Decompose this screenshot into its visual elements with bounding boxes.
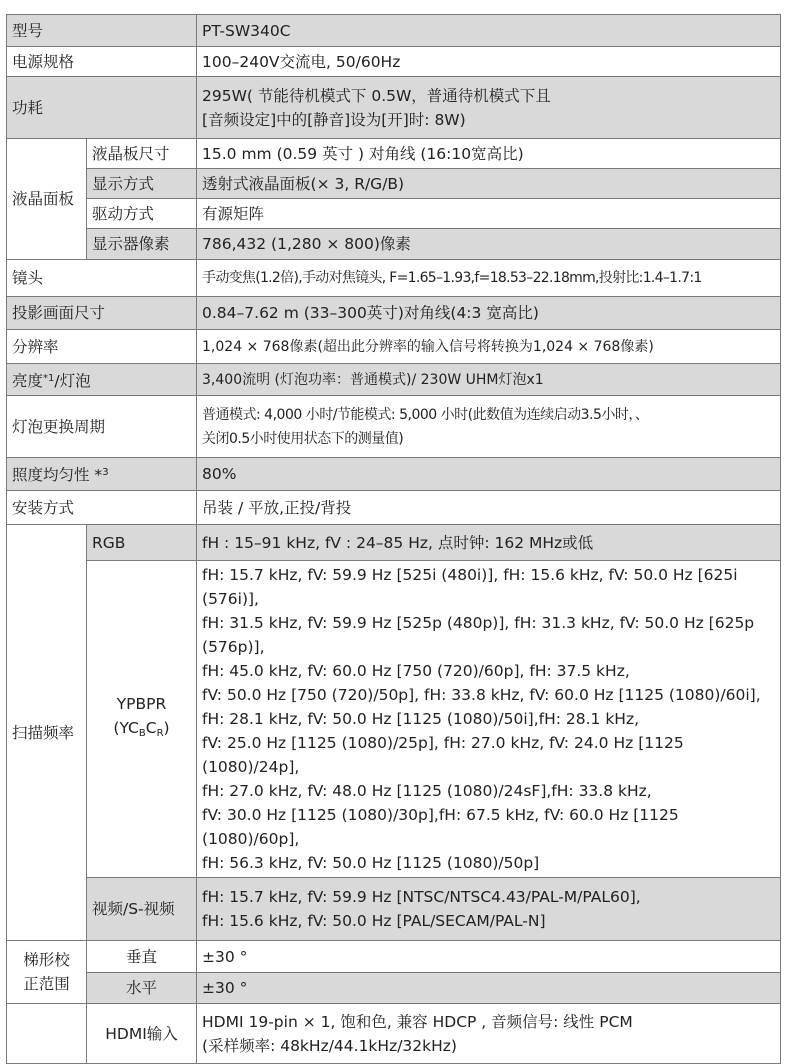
lens-value: 手动变焦(1.2倍),手动对焦镜头, F=1.65–1.93,f=18.53–22.18mm,投射比:1.4–1.7:1	[197, 260, 781, 297]
brightness-value: 3,400流明 (灯泡功率：普通模式)/ 230W UHM灯泡x1	[197, 364, 781, 396]
ypbpr-line-7: fH: 27.0 kHz, fV: 48.0 Hz [1125 (1080)/24sF],fH: 33.8 kHz,	[202, 782, 652, 800]
uniformity-label-main: 照度均匀性 *	[12, 466, 103, 484]
lcd-display-label: 显示方式	[87, 169, 197, 199]
resolution-value: 1,024 × 768像素(超出此分辨率的输入信号将转换为1,024 × 768像素)	[197, 330, 781, 364]
keystone-horizontal-label: 水平	[87, 973, 197, 1004]
brightness-footnote: *1	[43, 372, 55, 384]
row-install	[7, 491, 781, 525]
ypbpr-label-line-2	[92, 716, 191, 746]
hdmi-line-1: HDMI 19-pin × 1, 饱和色, 兼容 HDCP , 音频信号: 线性 PCM	[202, 1012, 633, 1031]
lcd-drive-label: 驱动方式	[87, 199, 197, 229]
row-scan-rgb	[7, 525, 781, 561]
row-lcd-drive	[7, 199, 781, 229]
screen-label: 投影画面尺寸	[7, 297, 197, 330]
ypbpr-label-e: )	[163, 719, 170, 737]
ypbpr-label-d: R	[156, 728, 164, 739]
lcd-drive-value: 有源矩阵	[197, 199, 781, 229]
scan-ypbpr-label	[87, 561, 197, 878]
ypbpr-line-4: fV: 50.0 Hz [750 (720)/50p], fH: 33.8 kHz, fV: 60.0 Hz [1125 (1080)/60i],	[202, 686, 761, 704]
keystone-label	[7, 941, 87, 1004]
keystone-label-line-1: 梯形校	[23, 951, 70, 969]
row-uniformity	[7, 458, 781, 491]
hdmi-label: HDMI输入	[87, 1004, 197, 1064]
ypbpr-label-c: C	[145, 719, 157, 737]
row-keystone-vertical	[7, 941, 781, 973]
uniformity-value: 80%	[197, 458, 781, 491]
lcd-pixels-value: 786,432 (1,280 × 800)像素	[197, 229, 781, 260]
row-lamp-cycle	[7, 396, 781, 458]
row-screen	[7, 297, 781, 330]
lamp-cycle-label: 灯泡更换周期	[7, 396, 197, 458]
install-label: 安装方式	[7, 491, 197, 525]
brightness-label	[7, 364, 197, 396]
screen-value: 0.84–7.62 m (33–300英寸)对角线(4:3 宽高比)	[197, 297, 781, 330]
ypbpr-line-2: fH: 31.5 kHz, fV: 59.9 Hz [525p (480p)], fH: 31.3 kHz, fV: 50.0 Hz [625p (576p)],	[202, 614, 755, 656]
lcd-pixels-label: 显示器像素	[87, 229, 197, 260]
row-scan-video	[7, 878, 781, 941]
consumption-line-1: 295W( 节能待机模式下 0.5W，普通待机模式下且	[202, 86, 551, 105]
row-lcd-pixels	[7, 229, 781, 260]
ypbpr-line-8: fV: 30.0 Hz [1125 (1080)/30p],fH: 67.5 kHz, fV: 60.0 Hz [1125 (1080)/60p],	[202, 806, 679, 848]
keystone-label-line-2: 正范围	[23, 975, 70, 993]
ypbpr-line-3: fH: 45.0 kHz, fV: 60.0 Hz [750 (720)/60p], fH: 37.5 kHz,	[202, 662, 630, 680]
row-power	[7, 47, 781, 77]
hdmi-line-2: (采样频率: 48kHz/44.1kHz/32kHz)	[202, 1036, 457, 1055]
row-brightness	[7, 364, 781, 396]
row-consumption	[7, 77, 781, 139]
video-line-1: fH: 15.7 kHz, fV: 59.9 Hz [NTSC/NTSC4.43/PAL-M/PAL60],	[202, 888, 641, 906]
row-model	[7, 15, 781, 47]
video-line-2: fH: 15.6 kHz, fV: 50.0 Hz [PAL/SECAM/PAL-N]	[202, 912, 546, 930]
power-value: 100–240V交流电, 50/60Hz	[197, 47, 781, 77]
model-label: 型号	[7, 15, 197, 47]
ypbpr-line-9: fH: 56.3 kHz, fV: 50.0 Hz [1125 (1080)/50p]	[202, 854, 540, 872]
lamp-cycle-value	[197, 396, 781, 458]
model-value: PT-SW340C	[197, 15, 781, 47]
row-lcd-display	[7, 169, 781, 199]
consumption-value	[197, 77, 781, 139]
brightness-label-tail: /灯泡	[54, 371, 91, 390]
lcd-label: 液晶面板	[7, 139, 87, 260]
keystone-vertical-value: ±30 °	[197, 941, 781, 973]
scan-ypbpr-value	[197, 561, 781, 878]
consumption-label: 功耗	[7, 77, 197, 139]
scan-rgb-label: RGB	[87, 525, 197, 561]
lcd-size-label: 液晶板尺寸	[87, 139, 197, 169]
spec-table	[6, 14, 781, 1064]
ypbpr-label-b: B	[138, 728, 146, 739]
row-lcd-size	[7, 139, 781, 169]
lcd-size-value: 15.0 mm (0.59 英寸 ) 对角线 (16:10宽高比)	[197, 139, 781, 169]
row-resolution	[7, 330, 781, 364]
resolution-label: 分辨率	[7, 330, 197, 364]
uniformity-footnote: 3	[102, 467, 109, 478]
row-hdmi	[7, 1004, 781, 1064]
brightness-label-main: 亮度	[12, 371, 44, 390]
keystone-horizontal-value: ±30 °	[197, 973, 781, 1004]
lens-label: 镜头	[7, 260, 197, 297]
ypbpr-line-1: fH: 15.7 kHz, fV: 59.9 Hz [525i (480i)], fH: 15.6 kHz, fV: 50.0 Hz [625i (576i)],	[202, 566, 738, 608]
scan-label: 扫描频率	[7, 525, 87, 941]
keystone-vertical-label: 垂直	[87, 941, 197, 973]
ypbpr-label-a: (YC	[113, 719, 139, 737]
power-label: 电源规格	[7, 47, 197, 77]
ypbpr-line-5: fH: 28.1 kHz, fV: 50.0 Hz [1125 (1080)/50i],fH: 28.1 kHz,	[202, 710, 640, 728]
ypbpr-line-6: fV: 25.0 Hz [1125 (1080)/25p], fH: 27.0 kHz, fV: 24.0 Hz [1125 (1080)/24p],	[202, 734, 684, 776]
lamp-cycle-line-1: 普通模式: 4,000 小时/节能模式: 5,000 小时(此数值为连续启动3.5小时，、	[202, 406, 649, 423]
row-lens	[7, 260, 781, 297]
consumption-line-2: [音频设定]中的[静音]设为[开]时: 8W)	[202, 110, 466, 129]
row-scan-ypbpr	[7, 561, 781, 878]
install-value: 吊装 / 平放,正投/背投	[197, 491, 781, 525]
hdmi-value	[197, 1004, 781, 1064]
uniformity-label	[7, 458, 197, 491]
lcd-display-value: 透射式液晶面板(× 3, R/G/B)	[197, 169, 781, 199]
hdmi-blank	[7, 1004, 87, 1064]
scan-rgb-value: fH : 15–91 kHz, fV : 24–85 Hz, 点时钟: 162 MHz或低	[197, 525, 781, 561]
lamp-cycle-line-2: 关闭0.5小时使用状态下的测量值)	[202, 430, 404, 447]
scan-video-label: 视频/S-视频	[87, 878, 197, 941]
ypbpr-label-line-1: YPBPR	[116, 695, 167, 713]
scan-video-value	[197, 878, 781, 941]
row-keystone-horizontal	[7, 973, 781, 1004]
